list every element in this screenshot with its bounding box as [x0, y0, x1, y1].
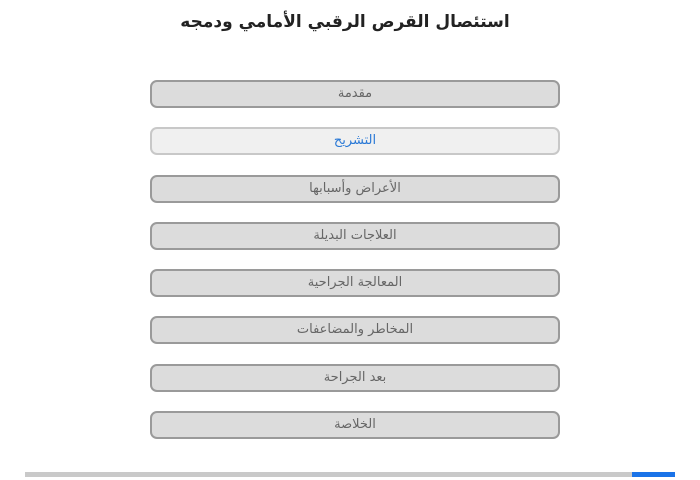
menu-item-alternative-treatments[interactable]: العلاجات البديلة — [150, 222, 560, 250]
menu-item-symptoms[interactable]: الأعراض وأسبابها — [150, 175, 560, 203]
progress-bar — [25, 472, 675, 477]
progress-bar-fill — [632, 472, 675, 477]
menu-item-summary[interactable]: الخلاصة — [150, 411, 560, 439]
menu-item-risks[interactable]: المخاطر والمضاعفات — [150, 316, 560, 344]
menu-item-introduction[interactable]: مقدمة — [150, 80, 560, 108]
menu-item-anatomy[interactable]: التشريح — [150, 127, 560, 155]
chapter-menu — [150, 80, 560, 458]
page-title: استئصال القرص الرقبي الأمامي ودمجه — [180, 12, 510, 32]
menu-item-surgical-treatment[interactable]: المعالجة الجراحية — [150, 269, 560, 297]
menu-item-after-surgery[interactable]: بعد الجراحة — [150, 364, 560, 392]
